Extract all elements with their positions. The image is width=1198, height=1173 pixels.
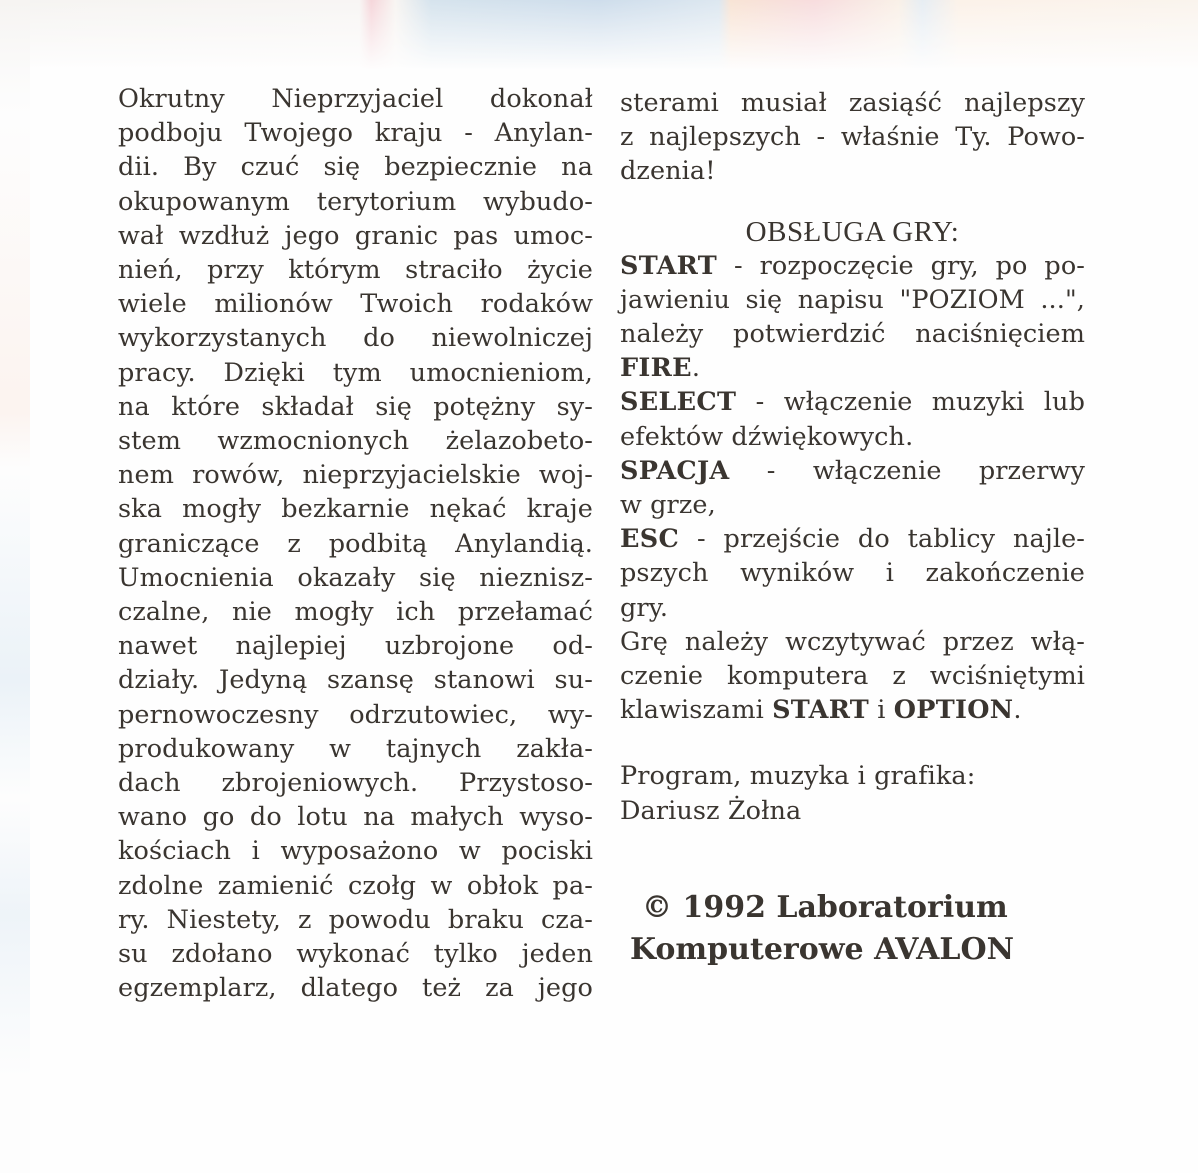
- story-line: Umocnienia okazały się nieznisz-: [118, 562, 593, 593]
- control-line: jawieniu się napisu "POZIOM ...",: [620, 284, 1085, 315]
- copyright-line: © 1992 Laboratorium: [642, 890, 1008, 925]
- key-label: SPACJA: [620, 455, 730, 486]
- story-line: nem rowów, nieprzyjacielskie woj-: [118, 460, 593, 491]
- story-line: wał wzdłuż jego granic pas umoc-: [118, 220, 593, 251]
- story-line: wykorzystanych do niewolniczej: [118, 323, 593, 354]
- key-label: OPTION: [893, 695, 1014, 726]
- story-line: sterami musiał zasiąść najlepszy: [620, 88, 1085, 118]
- control-description: - rozpoczęcie gry, po po-: [717, 250, 1085, 281]
- story-line: okupowanym terytorium wybudo-: [118, 186, 593, 217]
- loading-instructions: [620, 625, 1085, 728]
- story-continuation: [620, 86, 1085, 189]
- control-line: należy potwierdzić naciśnięciem: [620, 319, 1085, 350]
- story-line: dzenia!: [620, 156, 716, 187]
- story-line: su zdołano wykonać tylko jeden: [118, 939, 593, 970]
- story-line: działy. Jedyną szansę stanowi su-: [118, 665, 593, 696]
- controls-heading: OBSŁUGA GRY:: [745, 215, 960, 248]
- story-line: ry. Niestety, z powodu braku cza-: [118, 904, 593, 935]
- control-line: pszych wyników i zakończenie: [620, 558, 1085, 589]
- key-label: SELECT: [620, 387, 737, 418]
- key-label: FIRE: [620, 353, 692, 384]
- key-label: START: [772, 695, 870, 726]
- scan-color-bleed-left: [0, 0, 30, 1173]
- credits-author: Dariusz Żołna: [620, 795, 802, 826]
- key-label: ESC: [620, 524, 680, 555]
- story-line: produkowany w tajnych zakła-: [118, 733, 593, 764]
- control-line: [620, 249, 1085, 283]
- story-line: z najlepszych - właśnie Ty. Powo-: [620, 122, 1085, 153]
- loading-line: Grę należy wczytywać przez włą-: [620, 626, 1085, 657]
- story-line: na które składał się potężny sy-: [118, 391, 593, 422]
- copyright-line: Komputerowe AVALON: [630, 932, 1015, 967]
- loading-text: i: [869, 695, 894, 726]
- control-esc: [620, 522, 1085, 625]
- loading-line: [620, 693, 1085, 727]
- story-line: podboju Twojego kraju - Anylan-: [118, 118, 593, 149]
- control-start: [620, 249, 1085, 386]
- control-line: [620, 351, 1085, 385]
- control-select: [620, 385, 1085, 453]
- instructions-column: [620, 86, 1085, 828]
- story-line: zdolne zamienić czołg w obłok pa-: [118, 870, 593, 901]
- control-line: [620, 385, 1085, 419]
- key-label: START: [620, 250, 718, 281]
- story-line: wiele milionów Twoich rodaków: [118, 289, 593, 320]
- story-line: egzemplarz, dlatego też za jego: [118, 973, 593, 1004]
- credits-label: Program, muzyka i grafika:: [620, 761, 976, 792]
- control-description: - włączenie muzyki lub: [736, 387, 1085, 418]
- loading-text: .: [1013, 695, 1022, 726]
- control-line: [620, 454, 1085, 488]
- copyright-notice: [630, 887, 1060, 971]
- story-column: [118, 82, 593, 1005]
- loading-line: czenie komputera z wciśniętymi: [620, 661, 1085, 692]
- scan-color-bleed-top: [0, 0, 1198, 70]
- story-line: dii. By czuć się bezpiecznie na: [118, 152, 593, 183]
- control-description: - włączenie przerwy: [729, 455, 1085, 486]
- credits: [620, 759, 1085, 827]
- story-line: pracy. Dzięki tym umocnieniom,: [118, 357, 593, 388]
- story-line: kościach i wyposażono w pociski: [118, 836, 593, 867]
- control-description: .: [691, 353, 701, 384]
- control-line: [620, 522, 1085, 556]
- story-line: nawet najlepiej uzbrojone od-: [118, 631, 593, 662]
- loading-text: klawiszami: [620, 695, 773, 726]
- story-line: dach zbrojeniowych. Przystoso-: [118, 768, 593, 799]
- story-line: stem wzmocnionych żelazobeto-: [118, 426, 593, 457]
- story-line: ska mogły bezkarnie nękać kraje: [118, 494, 593, 525]
- control-line: efektów dźwiękowych.: [620, 421, 914, 452]
- control-line: gry.: [620, 592, 669, 623]
- story-line: graniczące z podbitą Anylandią.: [118, 528, 593, 559]
- story-line: nień, przy którym straciło życie: [118, 255, 593, 286]
- control-spacja: [620, 454, 1085, 522]
- story-line: pernowoczesny odrzutowiec, wy-: [118, 699, 593, 730]
- control-description: - przejście do tablicy najle-: [679, 524, 1085, 555]
- control-line: w grze,: [620, 490, 716, 521]
- story-line: czalne, nie mogły ich przełamać: [118, 597, 593, 628]
- story-line: Okrutny Nieprzyjaciel dokonał: [118, 84, 593, 114]
- story-line: wano go do lotu na małych wyso-: [118, 802, 593, 833]
